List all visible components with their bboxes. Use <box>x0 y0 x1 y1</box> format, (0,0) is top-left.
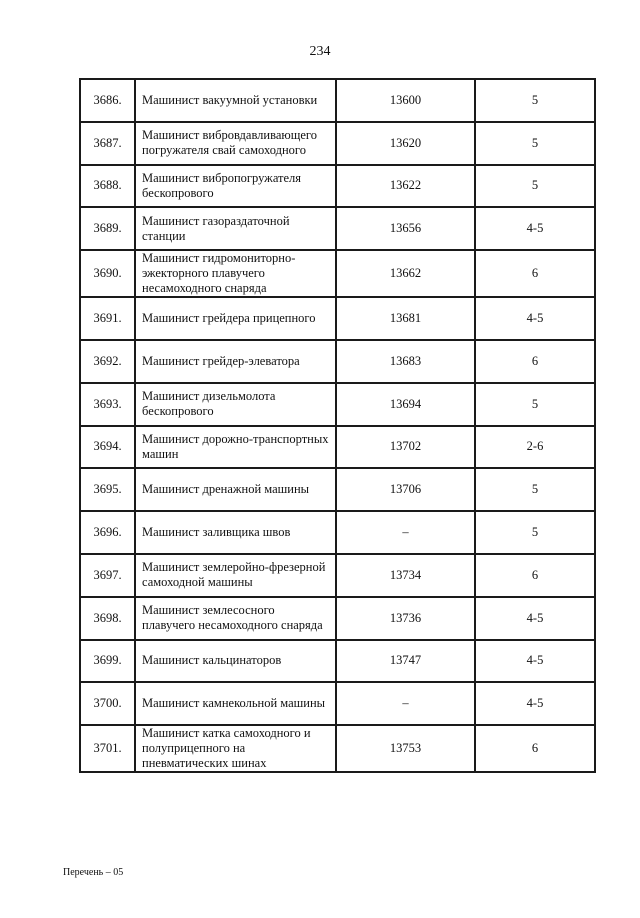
row-number: 3690. <box>80 250 135 297</box>
grade-range: 4-5 <box>475 640 595 683</box>
grade-range: 4-5 <box>475 297 595 340</box>
table-row <box>80 122 595 165</box>
grade-range: 4-5 <box>475 597 595 640</box>
row-number: 3688. <box>80 165 135 208</box>
table-body <box>80 79 595 772</box>
table-row <box>80 426 595 469</box>
row-number: 3691. <box>80 297 135 340</box>
profession-code: 13734 <box>336 554 475 597</box>
profession-code: 13753 <box>336 725 475 772</box>
footer-note: Перечень – 05 <box>63 867 124 878</box>
table-row <box>80 165 595 208</box>
profession-name: Машинист катка самоходного и полуприцепного на пневматических шинах <box>135 725 336 772</box>
profession-code: 13683 <box>336 340 475 383</box>
profession-name: Машинист вибропогружателя бескопрового <box>135 165 336 208</box>
table-row <box>80 250 595 297</box>
grade-range: 6 <box>475 725 595 772</box>
grade-range: 6 <box>475 340 595 383</box>
profession-name: Машинист гидромониторно-эжекторного плавучего несамоходного снаряда <box>135 250 336 297</box>
grade-range: 4-5 <box>475 682 595 725</box>
grade-range: 4-5 <box>475 207 595 250</box>
profession-name: Машинист вакуумной установки <box>135 79 336 122</box>
grade-range: 5 <box>475 511 595 554</box>
profession-name: Машинист камнекольной машины <box>135 682 336 725</box>
row-number: 3689. <box>80 207 135 250</box>
row-number: 3698. <box>80 597 135 640</box>
table-row <box>80 554 595 597</box>
profession-code: 13662 <box>336 250 475 297</box>
profession-name: Машинист газораздаточной станции <box>135 207 336 250</box>
grade-range: 6 <box>475 250 595 297</box>
row-number: 3687. <box>80 122 135 165</box>
profession-name: Машинист землесосного плавучего несамоходного снаряда <box>135 597 336 640</box>
grade-range: 2-6 <box>475 426 595 469</box>
page-number: 234 <box>309 44 331 59</box>
profession-name: Машинист кальцинаторов <box>135 640 336 683</box>
table-row <box>80 79 595 122</box>
row-number: 3697. <box>80 554 135 597</box>
table-row <box>80 682 595 725</box>
table-row <box>80 511 595 554</box>
row-number: 3699. <box>80 640 135 683</box>
row-number: 3692. <box>80 340 135 383</box>
profession-code: 13706 <box>336 468 475 511</box>
table-row <box>80 383 595 426</box>
profession-name: Машинист дизельмолота бескопрового <box>135 383 336 426</box>
professions-table <box>79 78 596 773</box>
profession-name: Машинист грейдер-элеватора <box>135 340 336 383</box>
profession-name: Машинист землеройно-фрезерной самоходной машины <box>135 554 336 597</box>
profession-code: 13620 <box>336 122 475 165</box>
grade-range: 6 <box>475 554 595 597</box>
row-number: 3693. <box>80 383 135 426</box>
profession-name: Машинист дорожно-транспортных машин <box>135 426 336 469</box>
grade-range: 5 <box>475 122 595 165</box>
profession-code: 13681 <box>336 297 475 340</box>
row-number: 3695. <box>80 468 135 511</box>
grade-range: 5 <box>475 79 595 122</box>
profession-code: 13694 <box>336 383 475 426</box>
table-row <box>80 207 595 250</box>
row-number: 3694. <box>80 426 135 469</box>
profession-code: 13747 <box>336 640 475 683</box>
profession-code: 13622 <box>336 165 475 208</box>
table-row <box>80 340 595 383</box>
table-row <box>80 468 595 511</box>
table-row <box>80 640 595 683</box>
profession-code: – <box>336 511 475 554</box>
row-number: 3696. <box>80 511 135 554</box>
profession-code: 13600 <box>336 79 475 122</box>
table-row <box>80 597 595 640</box>
profession-code: – <box>336 682 475 725</box>
row-number: 3701. <box>80 725 135 772</box>
profession-name: Машинист грейдера прицепного <box>135 297 336 340</box>
profession-code: 13702 <box>336 426 475 469</box>
profession-name: Машинист вибровдавливающего погружателя свай самоходного <box>135 122 336 165</box>
row-number: 3686. <box>80 79 135 122</box>
table-row <box>80 725 595 772</box>
profession-name: Машинист дренажной машины <box>135 468 336 511</box>
table-row <box>80 297 595 340</box>
grade-range: 5 <box>475 383 595 426</box>
grade-range: 5 <box>475 165 595 208</box>
profession-name: Машинист заливщика швов <box>135 511 336 554</box>
profession-code: 13656 <box>336 207 475 250</box>
profession-code: 13736 <box>336 597 475 640</box>
grade-range: 5 <box>475 468 595 511</box>
row-number: 3700. <box>80 682 135 725</box>
